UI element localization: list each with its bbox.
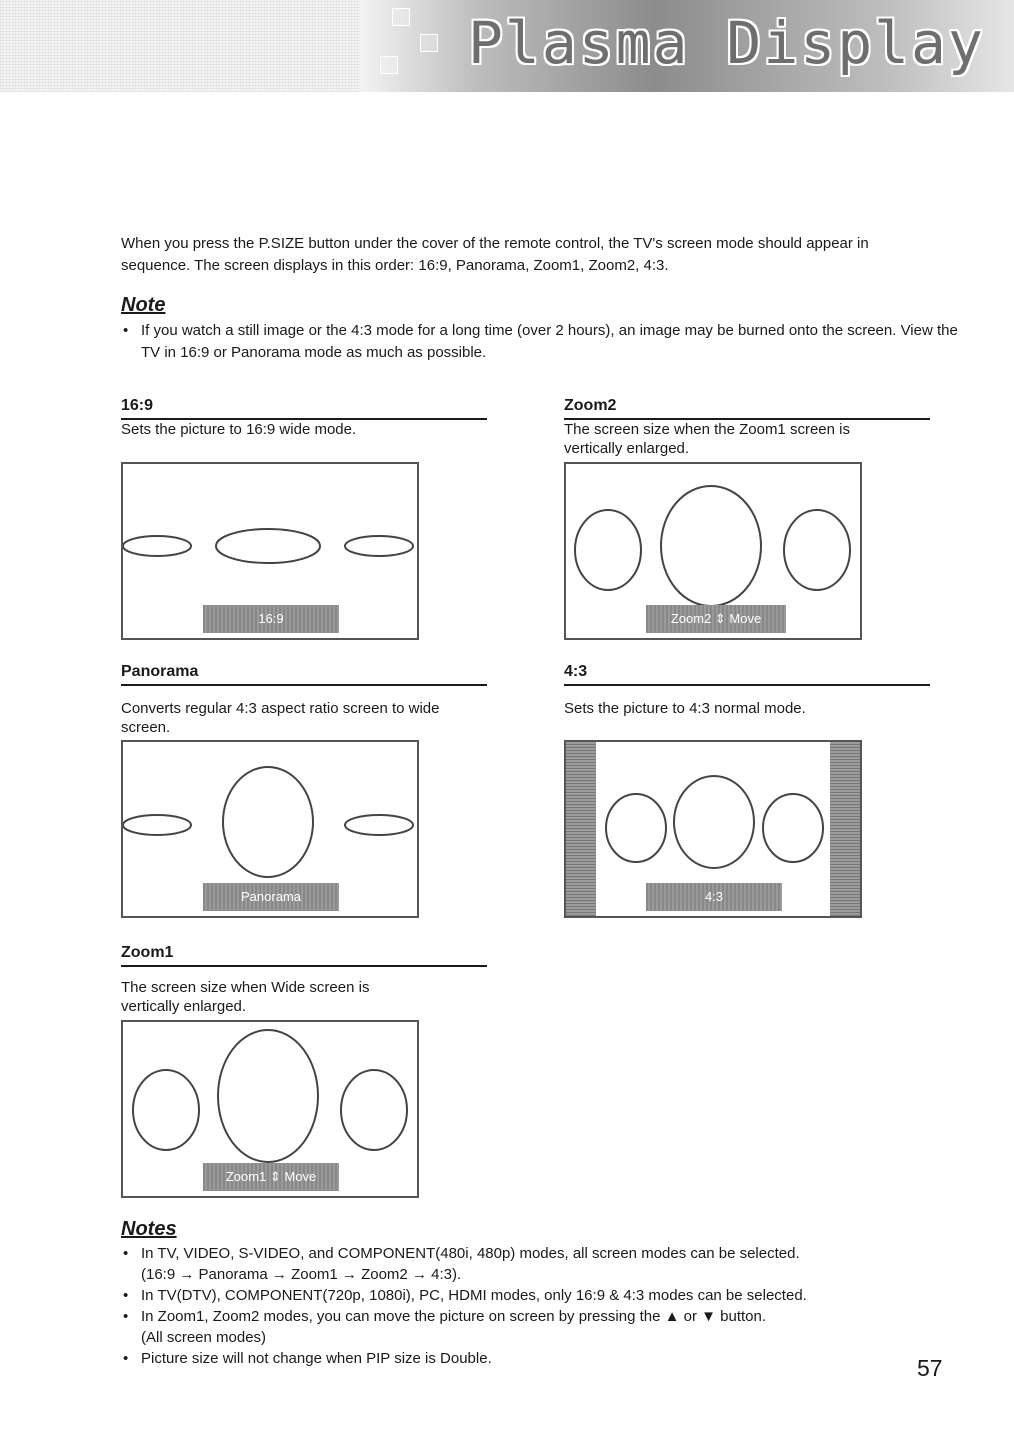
note-list (121, 320, 961, 364)
note-heading: Note (121, 294, 166, 316)
osd-label: Panorama (203, 883, 339, 911)
section-desc-panorama: Converts regular 4:3 aspect ratio screen to wide screen. (121, 700, 440, 736)
banner-square-decoration (392, 8, 410, 26)
notes-item (121, 1306, 981, 1348)
notes-heading: Notes (121, 1218, 177, 1240)
screen-illustration-zoom1 (121, 1020, 419, 1198)
section-title-16-9: 16:9 (121, 397, 487, 420)
section-desc-16-9: Sets the picture to 16:9 wide mode. (121, 421, 357, 438)
intro-text: When you press the P.SIZE button under the cover of the remote control, the TV's screen mode should appear in sequence. The screen displays in this order: 16:9, Panorama, Zoom1, Zoom2, 4:3. (121, 235, 869, 274)
notes-item-line: • In TV, VIDEO, S-VIDEO, and COMPONENT(480i, 480p) modes, all screen modes can be selected. (141, 1245, 800, 1262)
section-title-panorama: Panorama (121, 663, 487, 686)
osd-label: 4:3 (646, 883, 782, 911)
section-desc-zoom2: The screen size when the Zoom1 screen is vertically enlarged. (564, 421, 850, 457)
notes-list (121, 1243, 981, 1369)
notes-item-line: (All screen modes) (141, 1329, 267, 1346)
page-number: 57 (917, 1355, 943, 1381)
screen-illustration-panorama (121, 740, 419, 918)
notes-item (121, 1243, 981, 1285)
notes-item-line: • In TV(DTV), COMPONENT(720p, 1080i), PC, HDMI modes, only 16:9 & 4:3 modes can be selected. (141, 1287, 807, 1304)
notes-item (121, 1348, 981, 1369)
section-desc-4-3: Sets the picture to 4:3 normal mode. (564, 700, 806, 717)
screen-illustration-4-3 (564, 740, 862, 918)
section-title-zoom1: Zoom1 (121, 944, 487, 967)
note-item: • If you watch a still image or the 4:3 mode for a long time (over 2 hours), an image may be burned onto the screen. View the TV in 16:9 or Panorama mode as much as possible. (121, 320, 961, 364)
page-title: Plasma Display (468, 9, 985, 77)
notes-item-line: (16:9 → Panorama → Zoom1 → Zoom2 → 4:3). (141, 1266, 462, 1283)
osd-label: 16:9 (203, 605, 339, 633)
notes-item-line: • In Zoom1, Zoom2 modes, you can move the picture on screen by pressing the ▲ or ▼ button. (141, 1308, 767, 1325)
section-title-zoom2: Zoom2 (564, 397, 930, 420)
screen-illustration-zoom2 (564, 462, 862, 640)
section-title-4-3: 4:3 (564, 663, 930, 686)
section-desc-zoom1: The screen size when Wide screen is vertically enlarged. (121, 979, 370, 1015)
screen-illustration-16-9 (121, 462, 419, 640)
banner-square-decoration (380, 56, 398, 74)
banner-square-decoration (420, 34, 438, 52)
osd-label: Zoom1 ⇕ Move (203, 1163, 339, 1191)
notes-item-line: • Picture size will not change when PIP size is Double. (141, 1350, 492, 1367)
header-banner (0, 0, 1014, 92)
notes-item (121, 1285, 981, 1306)
osd-label: Zoom2 ⇕ Move (646, 605, 786, 633)
